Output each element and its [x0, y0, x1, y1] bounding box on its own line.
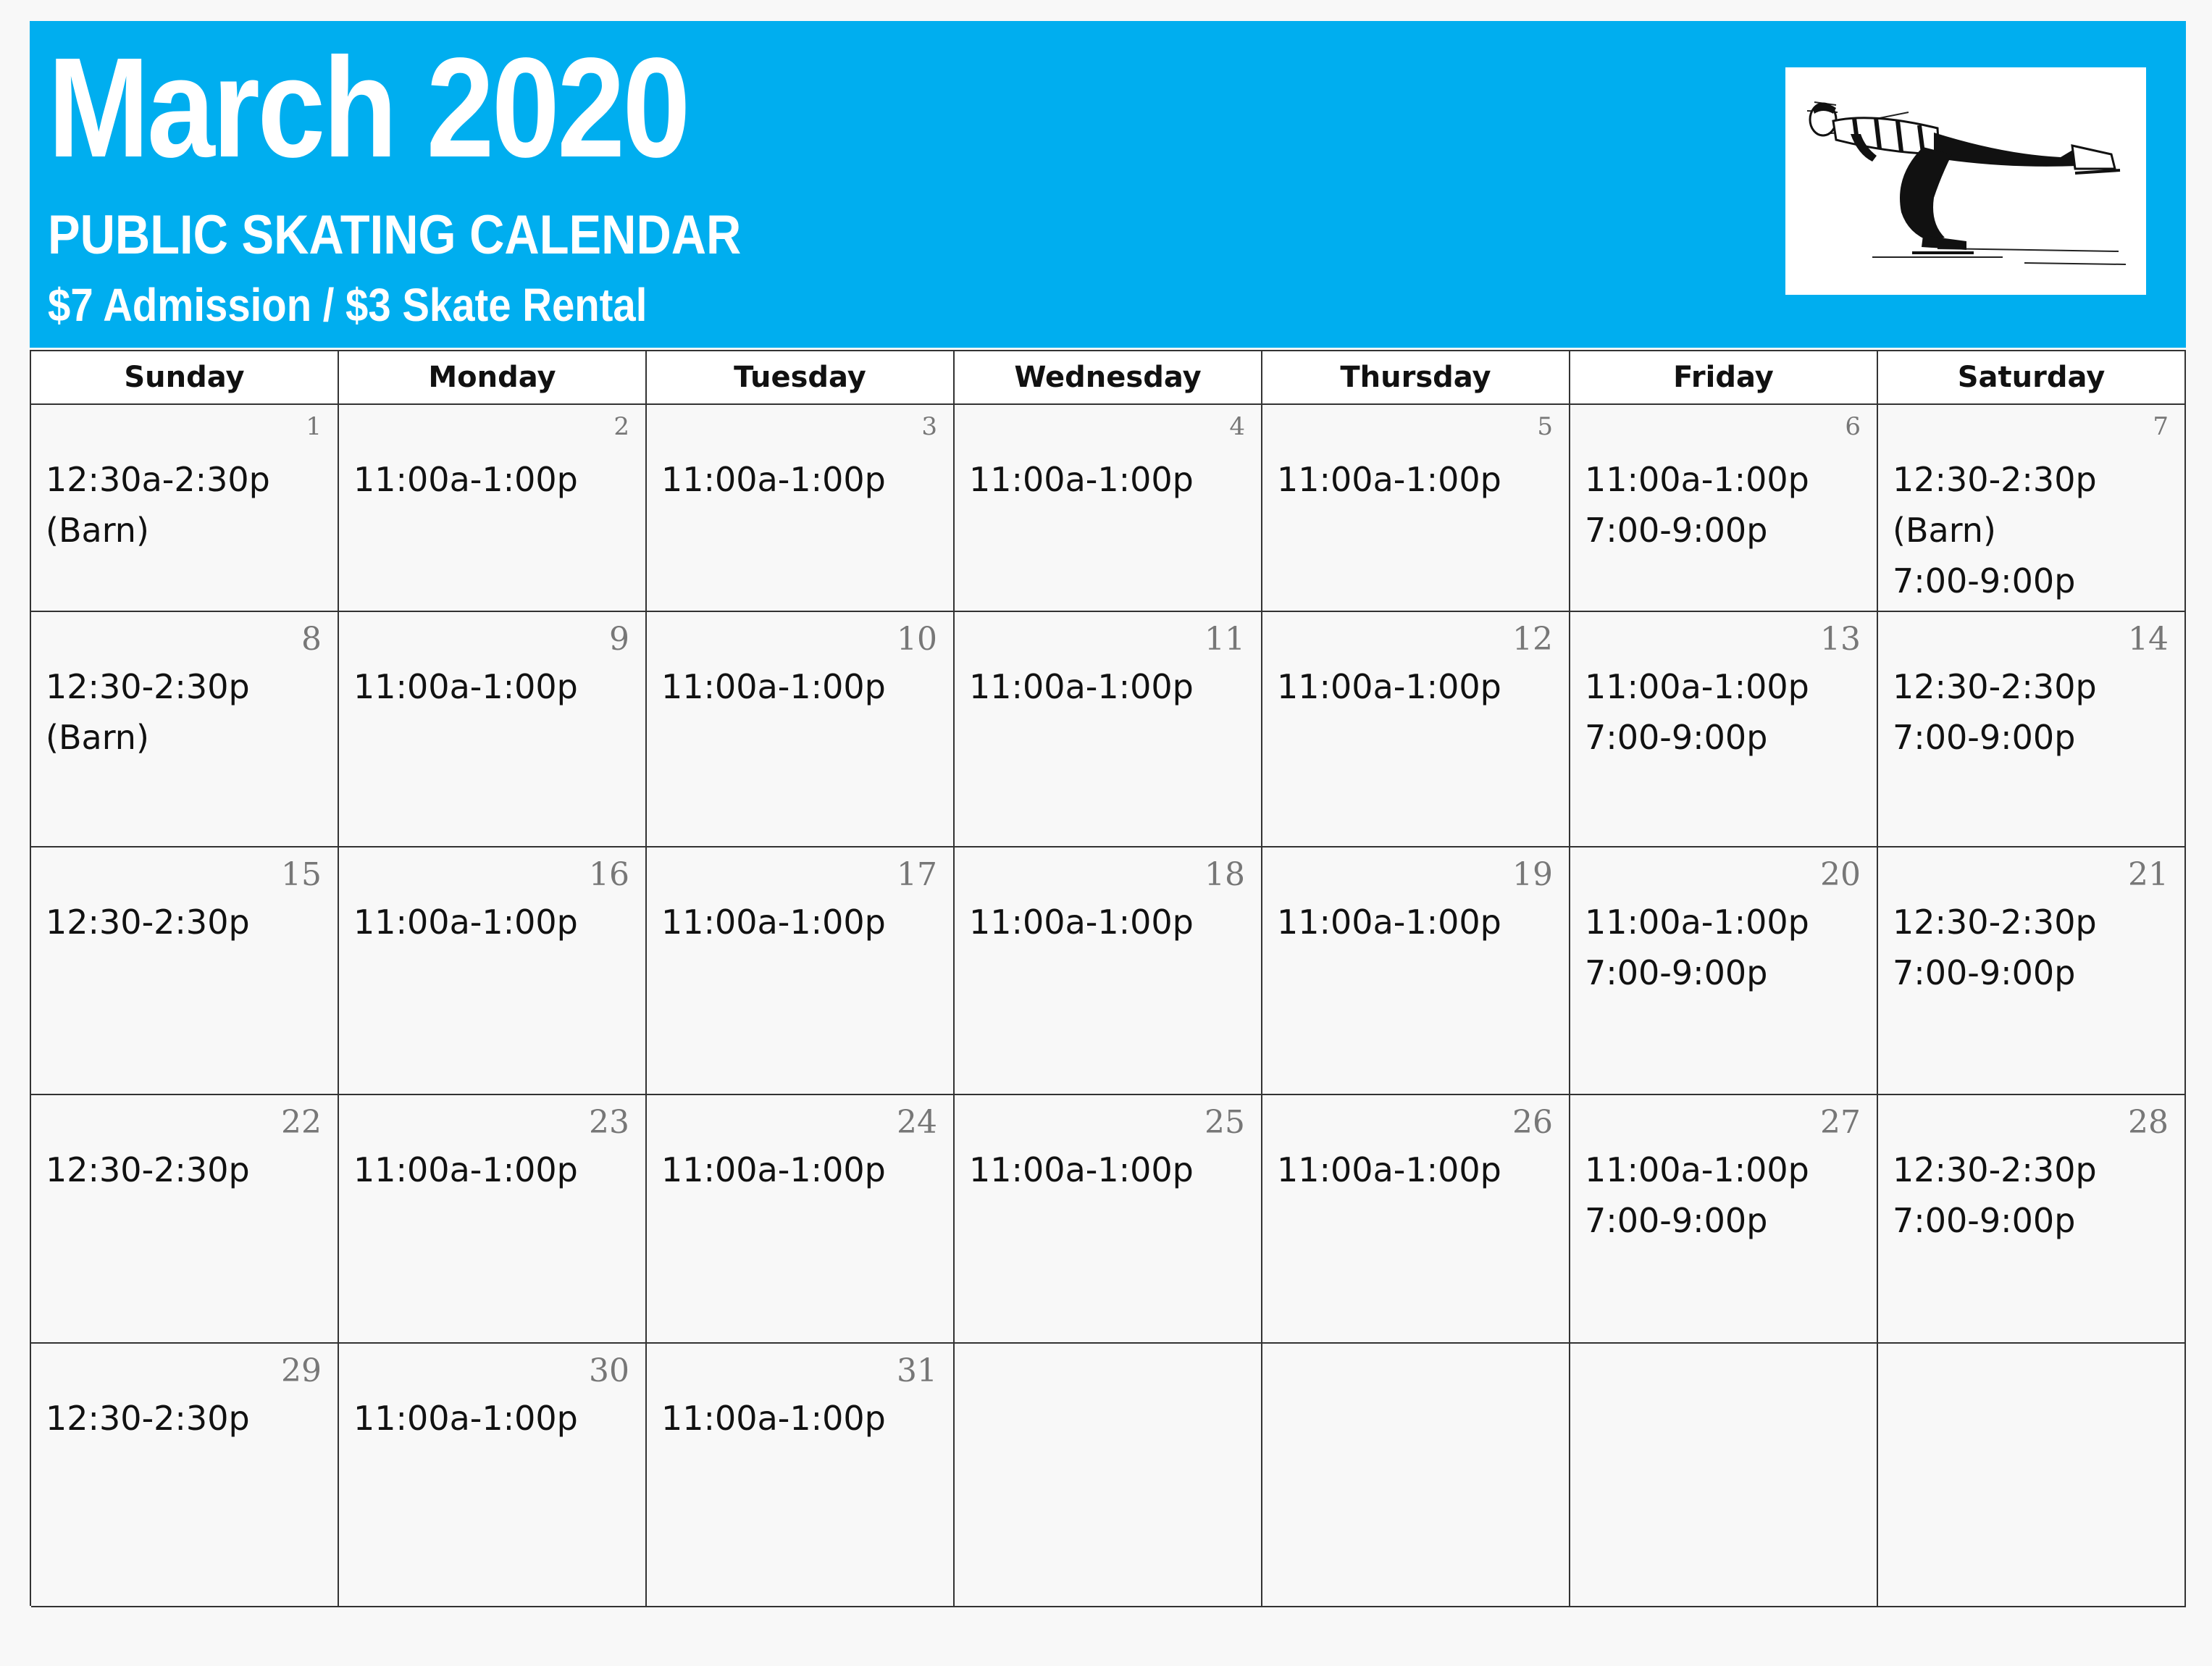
day-number: 28 — [2128, 1104, 2169, 1141]
day-cell — [1262, 1095, 1570, 1344]
day-cell — [1262, 612, 1570, 847]
day-cell — [31, 612, 339, 847]
session-times — [353, 1144, 578, 1195]
session-times — [969, 1144, 1194, 1195]
session-times — [1893, 454, 2097, 606]
session-time: (Barn) — [46, 718, 149, 757]
calendar-header — [30, 21, 2186, 348]
session-times — [1893, 1144, 2097, 1246]
day-cell — [1262, 847, 1570, 1095]
session-times — [46, 454, 270, 556]
weekday-header-thursday: Thursday — [1262, 351, 1570, 405]
day-cell — [647, 612, 955, 847]
session-time: (Barn) — [46, 511, 149, 550]
day-cell — [339, 1344, 647, 1607]
session-time: 11:00a-1:00p — [1277, 460, 1501, 499]
session-times — [1277, 897, 1501, 947]
day-cell — [1570, 405, 1878, 612]
empty-day-cell — [1878, 1344, 2186, 1607]
day-cell — [1570, 612, 1878, 847]
skater-illustration — [1785, 67, 2146, 295]
session-times — [353, 661, 578, 712]
session-time: 12:30-2:30p — [1893, 667, 2097, 706]
session-times — [353, 454, 578, 505]
day-cell — [647, 847, 955, 1095]
session-time: 7:00-9:00p — [1893, 718, 2076, 757]
day-number: 13 — [1820, 621, 1861, 658]
day-number: 14 — [2128, 621, 2169, 658]
day-number: 8 — [301, 621, 322, 658]
session-time: 7:00-9:00p — [1585, 511, 1768, 550]
day-number: 10 — [897, 621, 937, 658]
day-number: 16 — [589, 856, 629, 893]
day-cell — [339, 612, 647, 847]
day-cell — [1878, 1095, 2186, 1344]
day-number: 22 — [281, 1104, 322, 1141]
page-subtitle: PUBLIC SKATING CALENDAR — [48, 204, 742, 266]
calendar-grid — [30, 350, 2186, 1606]
day-number: 31 — [897, 1352, 937, 1389]
session-times — [969, 897, 1194, 947]
admission-info: $7 Admission / $3 Skate Rental — [48, 279, 648, 331]
session-time: 12:30-2:30p — [1893, 903, 2097, 942]
session-time: 12:30-2:30p — [46, 1150, 250, 1189]
session-time: 11:00a-1:00p — [1277, 903, 1501, 942]
session-time: 7:00-9:00p — [1893, 1201, 2076, 1240]
day-number: 27 — [1820, 1104, 1861, 1141]
session-time: 11:00a-1:00p — [1585, 667, 1809, 706]
session-times — [661, 661, 886, 712]
day-cell — [1878, 612, 2186, 847]
session-time: 12:30-2:30p — [1893, 460, 2097, 499]
session-times — [1277, 661, 1501, 712]
empty-day-cell — [1570, 1344, 1878, 1607]
session-time: 7:00-9:00p — [1893, 953, 2076, 992]
session-time: 11:00a-1:00p — [1585, 1150, 1809, 1189]
day-cell — [339, 1095, 647, 1344]
day-number: 15 — [281, 856, 322, 893]
session-time: 11:00a-1:00p — [969, 1150, 1194, 1189]
session-time: 11:00a-1:00p — [1277, 1150, 1501, 1189]
session-time: 11:00a-1:00p — [353, 903, 578, 942]
day-number: 29 — [281, 1352, 322, 1389]
day-number: 19 — [1512, 856, 1553, 893]
session-times — [353, 1393, 578, 1444]
day-number: 20 — [1820, 856, 1861, 893]
session-times — [1585, 661, 1809, 763]
day-cell — [647, 1344, 955, 1607]
session-time: 11:00a-1:00p — [1585, 903, 1809, 942]
day-cell — [1878, 405, 2186, 612]
day-cell — [339, 847, 647, 1095]
session-times — [661, 454, 886, 505]
day-number: 9 — [609, 621, 629, 658]
day-cell — [31, 1344, 339, 1607]
day-number: 18 — [1205, 856, 1245, 893]
day-number: 7 — [2153, 412, 2169, 441]
session-times — [1585, 897, 1809, 998]
day-number: 3 — [921, 412, 937, 441]
weekday-header-tuesday: Tuesday — [647, 351, 955, 405]
day-cell — [1878, 847, 2186, 1095]
session-times — [46, 661, 250, 763]
session-time: 11:00a-1:00p — [1277, 667, 1501, 706]
session-times — [1585, 1144, 1809, 1246]
session-time: 11:00a-1:00p — [1585, 460, 1809, 499]
session-time: 11:00a-1:00p — [661, 460, 886, 499]
weekday-header-saturday: Saturday — [1878, 351, 2186, 405]
session-time: 11:00a-1:00p — [661, 1150, 886, 1189]
day-number: 4 — [1229, 412, 1245, 441]
day-number: 23 — [589, 1104, 629, 1141]
day-cell — [339, 405, 647, 612]
day-number: 17 — [897, 856, 937, 893]
session-time: 11:00a-1:00p — [969, 460, 1194, 499]
session-time: 7:00-9:00p — [1585, 953, 1768, 992]
session-times — [46, 897, 250, 947]
day-number: 5 — [1537, 412, 1553, 441]
session-time: 12:30-2:30p — [46, 903, 250, 942]
session-time: 11:00a-1:00p — [969, 903, 1194, 942]
day-cell — [955, 847, 1262, 1095]
day-cell — [1570, 1095, 1878, 1344]
session-times — [1585, 454, 1809, 556]
day-number: 24 — [897, 1104, 937, 1141]
session-times — [661, 897, 886, 947]
weekday-header-monday: Monday — [339, 351, 647, 405]
day-number: 6 — [1845, 412, 1861, 441]
day-cell — [955, 612, 1262, 847]
session-times — [969, 454, 1194, 505]
day-number: 25 — [1205, 1104, 1245, 1141]
day-number: 21 — [2128, 856, 2169, 893]
session-time: 12:30-2:30p — [46, 1399, 250, 1438]
day-cell — [31, 1095, 339, 1344]
day-cell — [1570, 847, 1878, 1095]
speed-skater-icon — [1785, 67, 2146, 295]
session-time: 11:00a-1:00p — [353, 667, 578, 706]
day-cell — [955, 1095, 1262, 1344]
day-cell — [647, 1095, 955, 1344]
day-cell — [647, 405, 955, 612]
session-times — [969, 661, 1194, 712]
weekday-header-friday: Friday — [1570, 351, 1878, 405]
weekday-header-sunday: Sunday — [31, 351, 339, 405]
session-time: 12:30a-2:30p — [46, 460, 270, 499]
day-number: 26 — [1512, 1104, 1553, 1141]
session-time: 11:00a-1:00p — [661, 1399, 886, 1438]
session-times — [353, 897, 578, 947]
session-time: 11:00a-1:00p — [661, 903, 886, 942]
session-time: 11:00a-1:00p — [661, 667, 886, 706]
session-time: 11:00a-1:00p — [969, 667, 1194, 706]
session-time: 12:30-2:30p — [1893, 1150, 2097, 1189]
day-number: 30 — [589, 1352, 629, 1389]
weekday-header-wednesday: Wednesday — [955, 351, 1262, 405]
day-number: 2 — [613, 412, 629, 441]
day-cell — [31, 847, 339, 1095]
session-times — [1893, 661, 2097, 763]
empty-day-cell — [955, 1344, 1262, 1607]
session-times — [46, 1393, 250, 1444]
session-time: 7:00-9:00p — [1893, 561, 2076, 600]
day-number: 12 — [1512, 621, 1553, 658]
session-time: (Barn) — [1893, 511, 1996, 550]
session-time: 11:00a-1:00p — [353, 460, 578, 499]
day-cell — [1262, 405, 1570, 612]
day-cell — [955, 405, 1262, 612]
day-number: 1 — [306, 412, 322, 441]
session-time: 12:30-2:30p — [46, 667, 250, 706]
page-title: March 2020 — [48, 28, 688, 187]
session-time: 11:00a-1:00p — [353, 1399, 578, 1438]
session-times — [661, 1393, 886, 1444]
session-times — [1277, 454, 1501, 505]
session-times — [1893, 897, 2097, 998]
session-time: 7:00-9:00p — [1585, 718, 1768, 757]
session-times — [661, 1144, 886, 1195]
day-cell — [31, 405, 339, 612]
session-times — [1277, 1144, 1501, 1195]
session-times — [46, 1144, 250, 1195]
session-time: 7:00-9:00p — [1585, 1201, 1768, 1240]
session-time: 11:00a-1:00p — [353, 1150, 578, 1189]
empty-day-cell — [1262, 1344, 1570, 1607]
day-number: 11 — [1205, 621, 1245, 658]
